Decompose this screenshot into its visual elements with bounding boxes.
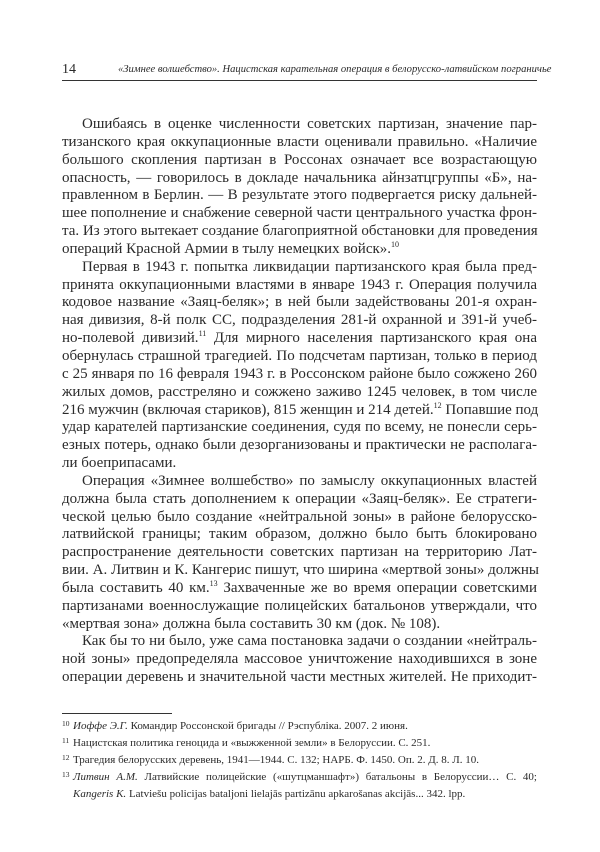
text-line [62,402,537,420]
footnote-text: Трагедия белорусских деревень, 1941—1944. С. 132; НАРБ. Ф. 1450. Оп. 2. Д. 8. Л. 10. [73,754,479,766]
footnote-author: Иоффе Э.Г. [73,720,128,732]
line-text: операций Красной Армии в тылу немецких войск». [62,240,392,257]
footnote-line [73,718,537,735]
line-text: кодовое название «Заяц-беляк»; в ней были задействованы 201-я охран- [62,294,537,311]
line-text: «мертвая зона» должна была составить 30 км (док. № 108). [62,615,441,632]
text-line [62,241,537,259]
text-line [62,616,537,634]
text-line [62,294,537,312]
line-text: Операция «Зимнее волшебство» по замыслу оккупационных властей [82,472,537,489]
text-line [62,580,537,598]
footnote-text: Командир Россонской бригады // Рэспубліка. 2007. 2 июня. [127,720,408,732]
text-line [62,152,537,170]
footnote-ref: 11 [198,329,207,339]
line-text: обернулась страшной трагедией. По подсчетам партизан, только в период [62,347,537,364]
line-text: распространение деятельности советских партизан на территорию Лат- [62,544,537,561]
line-text: Попавшие под [441,401,539,418]
footnote-line [73,735,537,752]
footnote [62,769,537,803]
line-text: должна была стать дополнением к операции «Заяц-беляк». Ее стратеги- [62,490,537,507]
text-line [62,562,540,580]
header-rule [62,80,537,81]
text-line [62,312,537,330]
footnote-text: Latviešu policijas bataljoni lielajās partizānu apkarošanas akcijās... 342. lpp. [126,788,466,800]
line-text: шее пополнение и снабжение северной части центрального участка фрон- [62,205,537,222]
running-title: «Зимнее волшебство». Нацистская карательная операция в белорусско-латвийском пограничье [118,64,552,75]
line-text: но-полевой дивизий. [62,330,199,347]
footnote-line [73,769,537,786]
line-text: Как бы то ни было, уже сама постановка задачи о создании «нейтраль- [82,633,537,650]
footnote-line [73,786,537,803]
text-line [62,633,537,651]
footnote-line [73,752,537,769]
line-text: та. Из этого вытекает создание благоприятной обстановки для проведения [62,223,538,240]
line-text: была составить 40 км. [62,579,210,596]
text-line [62,526,537,544]
footnote-rule [62,713,172,714]
footnote-text: Латвийские полицейские («шутцманшафт») батальоны в Белоруссии… С. 40; [137,771,537,783]
text-line [62,491,537,509]
text-line [62,669,537,687]
line-text: Захваченные же во время операции советскими [217,579,537,596]
line-text: Ошибаясь в оценке численности советских партизан, значение пар- [82,116,537,132]
footnotes [62,718,537,803]
line-text: тизанского края оккупационные власти оценивали правильно. «Наличие [62,133,537,150]
text-line [62,366,537,384]
text-line [62,455,537,473]
footnote-number: 12 [62,753,70,762]
text-line [62,509,537,527]
line-text: принята оккупационными властями в январе 1943 г. Операция получила [62,276,537,293]
text-line [62,170,537,188]
line-text: ной зоны» предопределяла массовое уничтожение находившихся в зоне [62,651,537,668]
line-text: езных потерь, однако были дезорганизованы и практически не располага- [62,437,537,454]
line-text: ная дивизия, 8-й полк СС, подразделения 281-й охранной и 391-й учеб- [62,312,537,329]
footnote-ref: 13 [209,578,218,588]
text-line [62,651,537,669]
footnote-number: 11 [62,736,70,745]
footnote-number: 10 [62,719,70,728]
footnote [62,735,537,752]
line-text: операции деревень и значительной части местных жителей. Не приходит- [62,669,537,686]
footnote-ref: 12 [433,400,442,410]
line-text: правленном в Берлин. — В результате этого подвергается риску дальней- [62,187,537,204]
line-text: с 25 января по 16 февраля 1943 г. в Россонском районе было сожжено 260 [62,365,537,382]
line-text: удар карателей партизанские соединения, судя по всему, не понесли серь- [62,419,537,436]
line-text: жилых домов, расстреляно и сожжено заживо 1245 человек, в том числе [62,383,537,400]
body-text [62,116,540,687]
line-text: Первая в 1943 г. попытка ликвидации партизанского края была пред- [82,258,537,275]
text-line [62,473,537,491]
text-line [62,259,537,277]
line-text: ческой целью было создание «нейтральной зоны» в районе белорусско- [62,508,537,525]
footnote-ref: 10 [391,239,400,249]
text-line [62,384,537,402]
text-line [62,116,537,134]
line-text: опасность, — говорилось в докладе начальника айнзатцгруппы «Б», на- [62,169,537,186]
footnote-text: Нацистская политика геноцида и «выжженной земли» в Белоруссии. С. 251. [73,737,431,749]
footnote [62,718,537,735]
footnote [62,752,537,769]
footnote-author: Литвин А.М. [73,771,138,783]
line-text: 216 мужчин (включая стариков), 815 женщин и 214 детей. [62,401,434,418]
text-line [62,187,537,205]
line-text: партизанами военнослужащие полицейских батальонов утверждали, что [62,597,537,614]
text-line [62,223,537,241]
line-text: Для мирного населения партизанского края она [206,330,537,347]
text-line [62,134,537,152]
footnote-number: 13 [62,770,70,779]
text-line [62,348,537,366]
text-line [62,419,537,437]
text-line [62,437,537,455]
text-line [62,205,537,223]
line-text: латвийской границы; таким образом, должно было быть блокировано [62,526,537,543]
text-line [62,598,537,616]
text-line [62,544,537,562]
line-text: вии. А. Литвин и К. Кангерис пишут, что ширина «мертвой зоны» должны [62,562,540,579]
text-line [62,330,537,348]
page-number: 14 [62,62,76,77]
line-text: большого скопления партизан в Россонах означает все возрастающую [62,151,537,168]
line-text: ли боеприпасами. [62,455,177,472]
text-line [62,277,537,295]
footnote-author: Kangeris K. [73,788,127,800]
